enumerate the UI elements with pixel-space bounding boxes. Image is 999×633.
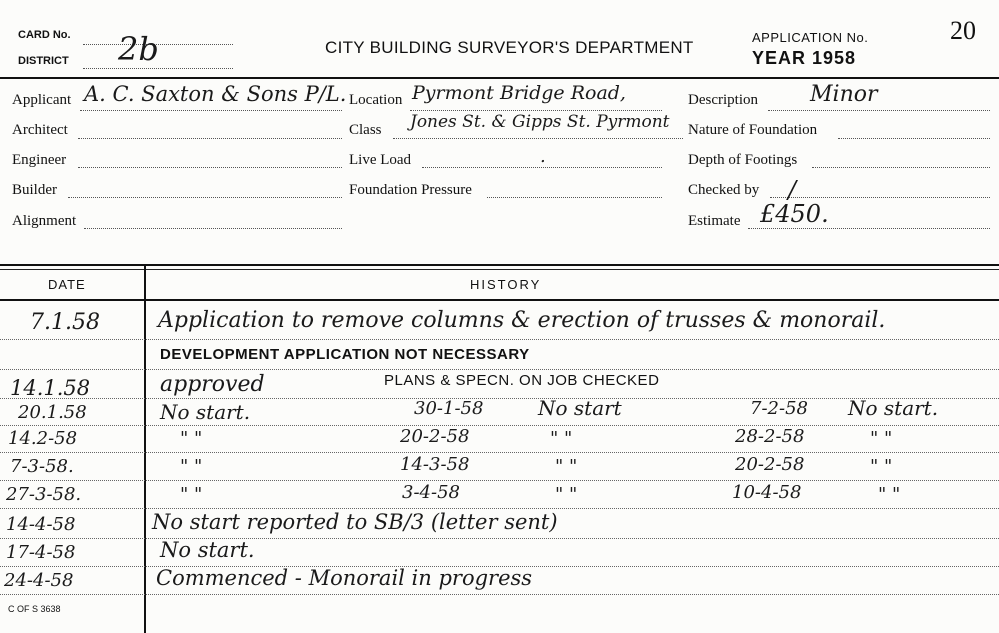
- row-date: 17-4-58: [6, 542, 76, 563]
- description-value: Minor: [810, 82, 878, 107]
- row-entry-2: No start: [538, 396, 622, 420]
- row-date: 7.1.58: [30, 310, 100, 335]
- location-value: Pyrmont Bridge Road,: [412, 82, 626, 104]
- row-date: 7-3-58.: [10, 456, 74, 477]
- builder-label: Builder: [12, 182, 57, 198]
- row-entry: approved: [160, 372, 265, 397]
- row-entry-3: No start.: [848, 396, 939, 420]
- row-date: 14.2-58: [8, 428, 78, 449]
- row-entry: No start.: [160, 400, 251, 424]
- application-no-label: APPLICATION No.: [752, 30, 869, 45]
- row-entry: Commenced - Monorail in progress: [156, 566, 533, 590]
- row-entry-3: " ": [878, 484, 901, 505]
- row-entry-2: " ": [555, 456, 578, 477]
- date-header: DATE: [48, 277, 86, 292]
- location-label: Location: [349, 92, 403, 108]
- row-entry-3: " ": [870, 428, 893, 449]
- development-stamp: DEVELOPMENT APPLICATION NOT NECESSARY: [160, 346, 530, 363]
- nature-label: Nature of Foundation: [688, 122, 818, 138]
- live-load-value: .: [540, 146, 546, 167]
- header-rule: [0, 77, 999, 79]
- row-entry-2: " ": [550, 428, 573, 449]
- plans-stamp: PLANS & SPECN. ON JOB CHECKED: [384, 372, 660, 389]
- row-date: 14-4-58: [6, 514, 76, 535]
- architect-label: Architect: [12, 122, 68, 138]
- live-load-label: Live Load: [349, 152, 412, 168]
- row-date-2: 20-2-58: [400, 426, 470, 447]
- row-date-3: 28-2-58: [735, 426, 805, 447]
- depth-label: Depth of Footings: [688, 152, 798, 168]
- row-entry: No start.: [160, 538, 255, 562]
- row-date: 20.1.58: [18, 402, 87, 423]
- row-date-3: 7-2-58: [750, 398, 808, 419]
- form-code: C OF S 3638: [8, 604, 61, 614]
- row-date-2: 30-1-58: [414, 398, 484, 419]
- foundation-pressure-label: Foundation Pressure: [349, 182, 472, 198]
- row-entry: " ": [180, 484, 203, 505]
- class-value: Jones St. & Gipps St. Pyrmont: [410, 112, 670, 132]
- history-header: HISTORY: [470, 277, 542, 292]
- estimate-value: £450.: [760, 200, 829, 228]
- card-no-label: CARD No.: [18, 29, 71, 41]
- date-column-divider: [144, 266, 146, 633]
- row-entry: No start reported to SB/3 (letter sent): [152, 510, 558, 534]
- checked-by-label: Checked by: [688, 182, 760, 198]
- table-top-rule: [0, 264, 999, 266]
- row-entry-2: " ": [555, 484, 578, 505]
- year-label: YEAR 1958: [752, 48, 857, 68]
- checked-by-value: /: [788, 176, 797, 204]
- row-entry: Application to remove columns & erection of trusses & monorail.: [158, 308, 886, 333]
- district-value: 2b: [118, 30, 159, 68]
- row-date-2: 3-4-58: [402, 482, 460, 503]
- description-label: Description: [688, 92, 758, 108]
- row-entry-3: " ": [870, 456, 893, 477]
- application-no-value: 20: [950, 16, 976, 45]
- district-label: DISTRICT: [18, 55, 69, 67]
- row-entry: " ": [180, 456, 203, 477]
- table-header-rule: [0, 299, 999, 301]
- applicant-value: A. C. Saxton & Sons P/L.: [84, 82, 347, 106]
- row-entry: " ": [180, 428, 203, 449]
- row-date: 27-3-58.: [6, 484, 82, 505]
- engineer-label: Engineer: [12, 152, 67, 168]
- row-date-3: 10-4-58: [732, 482, 802, 503]
- row-date-2: 14-3-58: [400, 454, 470, 475]
- department-title: CITY BUILDING SURVEYOR'S DEPARTMENT: [325, 38, 694, 57]
- applicant-label: Applicant: [12, 92, 72, 108]
- row-date-3: 20-2-58: [735, 454, 805, 475]
- row-date: 14.1.58: [10, 376, 91, 400]
- estimate-label: Estimate: [688, 213, 741, 229]
- class-label: Class: [349, 122, 382, 138]
- row-date: 24-4-58: [4, 570, 74, 591]
- alignment-label: Alignment: [12, 213, 77, 229]
